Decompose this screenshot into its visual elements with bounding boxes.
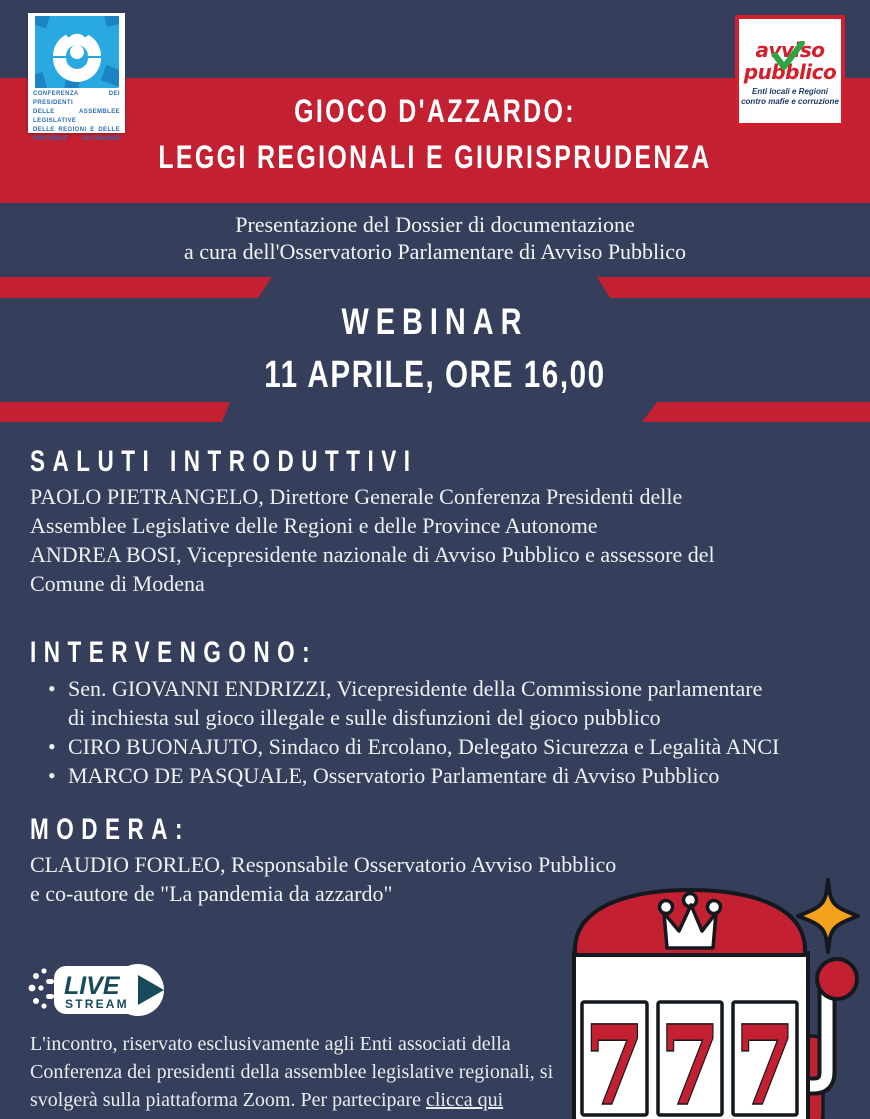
speaker-entry xyxy=(68,674,762,732)
subtitle-line-1: Presentazione del Dossier di documentazione xyxy=(235,212,635,237)
section-intervengono xyxy=(30,636,779,790)
saluti-line: Comune di Modena xyxy=(30,571,205,596)
list-item xyxy=(30,674,779,732)
speaker-entry xyxy=(68,732,779,761)
title-line-2: LEGGI REGIONALI E GIURISPRUDENZA xyxy=(158,139,712,175)
ribbon-top-left xyxy=(0,277,272,298)
bullet-icon: • xyxy=(48,676,56,701)
saluti-text xyxy=(30,482,715,598)
reel-symbol: 7 xyxy=(735,1001,795,1119)
event-block xyxy=(0,297,870,403)
check-icon xyxy=(772,41,806,71)
footer-line-2: Conferenza dei presidenti della assemblee legislative regionali, si xyxy=(30,1061,554,1083)
conferenza-logo-text xyxy=(28,88,125,144)
speaker-entry xyxy=(68,761,719,790)
ribbon-bottom-right xyxy=(642,402,870,422)
saluti-heading: SALUTI INTRODUTTIVI xyxy=(30,445,418,478)
subtitle xyxy=(0,211,870,265)
clicca-qui-link[interactable]: clicca qui xyxy=(425,1089,504,1111)
ribbon-bottom-left xyxy=(0,402,230,422)
bullet-icon: • xyxy=(48,734,56,759)
event-datetime: 11 APRILE, ORE 16,00 xyxy=(264,354,606,396)
conferenza-line: DELLE ASSEMBLEE LEGISLATIVE xyxy=(33,109,120,124)
ribbon-top-right xyxy=(597,277,870,298)
slot-reels xyxy=(582,1002,797,1119)
livestream-word-stream: STREAM xyxy=(65,997,129,1011)
sparkle-icon xyxy=(798,880,858,952)
footer-line-3 xyxy=(30,1086,553,1114)
avviso-tagline-1: Enti locali e Regioni xyxy=(751,87,828,96)
reel-symbol: 7 xyxy=(660,1001,720,1119)
footer-line-3-prefix: svolgerà sulla piattaforma Zoom. Per partecipare xyxy=(30,1089,426,1111)
list-item xyxy=(30,761,779,790)
modera-heading: MODERA: xyxy=(30,813,190,846)
modera-line: e co-autore de "La pandemia da azzardo" xyxy=(30,881,393,906)
speaker-list xyxy=(30,674,779,790)
speaker-line: di inchiesta sul gioco illegale e sulle disfunzioni del gioco pubblico xyxy=(68,705,661,730)
crown-icon xyxy=(660,894,721,949)
avviso-word-2: pubblico xyxy=(743,60,837,84)
section-saluti xyxy=(30,445,715,598)
section-modera xyxy=(30,813,616,908)
conferenza-line: CONFERENZA DEI PRESIDENTI xyxy=(33,91,120,106)
avviso-tagline-2: contro mafie e corruzione xyxy=(741,97,839,106)
speaker-line: CIRO BUONAJUTO, Sindaco di Ercolano, Delegato Sicurezza e Legalità ANCI xyxy=(68,734,780,759)
saluti-line: Assemblee Legislative delle Regioni e delle Province Autonome xyxy=(30,513,598,538)
list-item xyxy=(30,732,779,761)
avviso-tagline xyxy=(739,87,841,107)
footer-note xyxy=(30,1030,553,1114)
avviso-pubblico-logo xyxy=(735,15,845,127)
subtitle-line-2: a cura dell'Osservatorio Parlamentare di Avviso Pubblico xyxy=(183,239,687,264)
speaker-line: MARCO DE PASQUALE, Osservatorio Parlamentare di Avviso Pubblico xyxy=(68,763,720,788)
bullet-icon: • xyxy=(48,763,56,788)
footer-line-1: L'incontro, riservato esclusivamente agli Enti associati della xyxy=(30,1033,511,1055)
avviso-word-1: avviso xyxy=(755,38,825,62)
speed-dots-icon xyxy=(29,968,54,1008)
modera-line: CLAUDIO FORLEO, Responsabile Osservatorio Avviso Pubblico xyxy=(30,852,617,877)
conferenza-line: PROVINCE AUTONOME xyxy=(33,136,120,142)
live-stream-badge xyxy=(26,958,186,1022)
avviso-wordmark xyxy=(739,39,841,83)
conferenza-logo-mark xyxy=(35,16,119,88)
livestream-word-live: LIVE xyxy=(64,972,120,1000)
event-kind: WEBINAR xyxy=(341,301,529,342)
intervengono-heading: INTERVENGONO: xyxy=(30,636,318,669)
title-line-1: GIOCO D'AZZARDO: xyxy=(294,93,576,129)
slot-machine-illustration xyxy=(570,860,870,1119)
saluti-line: ANDREA BOSI, Vicepresidente nazionale di Avviso Pubblico e assessore del xyxy=(30,542,715,567)
speaker-line: Sen. GIOVANNI ENDRIZZI, Vicepresidente della Commissione parlamentare xyxy=(68,676,763,701)
conferenza-logo xyxy=(28,13,125,142)
conferenza-line: DELLE REGIONI E DELLE xyxy=(33,127,120,133)
modera-text xyxy=(30,850,616,908)
reel-symbol: 7 xyxy=(585,1001,644,1119)
saluti-line: PAOLO PIETRANGELO, Direttore Generale Conferenza Presidenti delle xyxy=(30,484,683,509)
